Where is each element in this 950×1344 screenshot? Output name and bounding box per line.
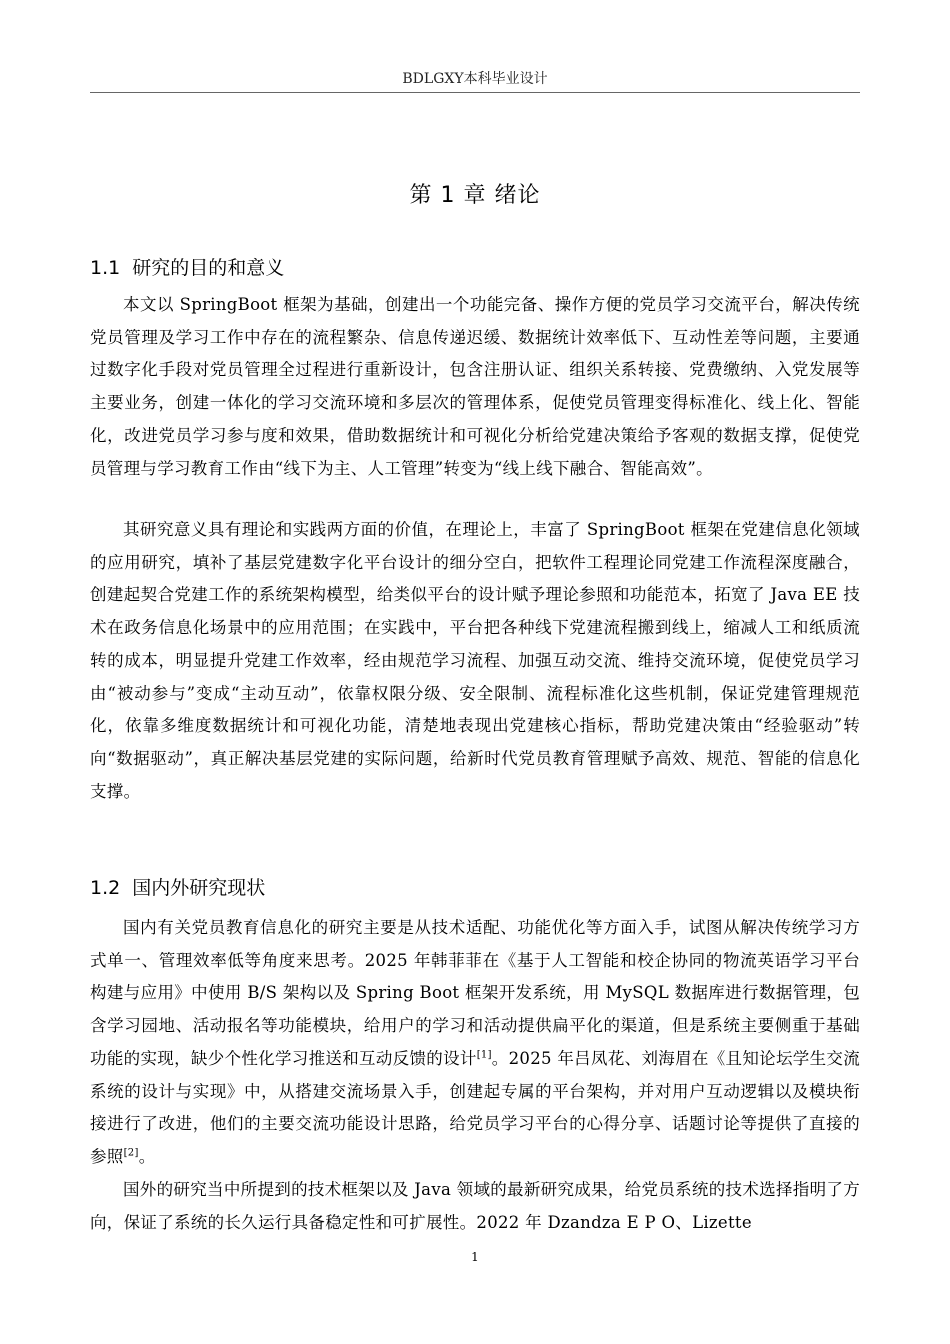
running-header: BDLGXY本科毕业设计 xyxy=(402,71,548,87)
section-heading-1-1 xyxy=(90,253,284,280)
paragraph-foreign-research: 国外的研究当中所提到的技术框架以及 Java 领域的最新研究成果，给党员系统的技术选择指明了方向，保证了系统的长久运行具备稳定性和可扩展性。2022 年 Dzandza E P O、Lizette xyxy=(90,1180,860,1232)
section-title: 国内外研究现状 xyxy=(132,877,266,899)
citation-link[interactable]: [1] xyxy=(476,1049,492,1061)
section-heading-1-2 xyxy=(90,873,265,900)
section-title: 研究的目的和意义 xyxy=(132,257,285,279)
paragraph-text: 国内有关党员教育信息化的研究主要是从技术适配、功能优化等方面入手，试图从解决传统学习方式单一、管理效率低等角度来思考。2025 年韩菲菲在《基于人工智能和校企协同的物流英语学习平台构建与应用》中使用 B/S 架构以及 Spring Boot 框架开发系统，用 MySQL 数据库进行数据管理，包含学习园地、活动报名等功能模块，给用户的学习和活动提供扁平化的渠道，但是系统主要侧重于基础功能的实现，缺少个性化学习推送和互动反馈的设计 xyxy=(90,918,860,1068)
chapter-title: 第 1 章 绪论 xyxy=(409,183,541,208)
paragraph-text: 。2025 年吕凤花、刘海眉在《且知论坛学生交流系统的设计与实现》中，从搭建交流场景入手，创建起专属的平台架构，并对用户互动逻辑以及模块衔接进行了改进，他们的主要交流功能设计思路，给党员学习平台的心得分享、话题讨论等提供了直接的参照 xyxy=(90,1048,861,1166)
citation-link[interactable]: [2] xyxy=(123,1147,139,1159)
page-number: 1 xyxy=(471,1250,479,1264)
paragraph-domestic-research xyxy=(90,912,860,1174)
header-rule xyxy=(90,92,860,93)
section-number: 1.2 xyxy=(90,877,121,899)
paragraph-significance: 其研究意义具有理论和实践两方面的价值，在理论上，丰富了 SpringBoot 框架在党建信息化领域的应用研究，填补了基层党建数字化平台设计的细分空白，把软件工程理论同党建工作流程深度融合，创建起契合党建工作的系统架构模型，给类似平台的设计赋予理论参照和功能范本，拓宽了 Java EE 技术在政务信息化场景中的应用范围；在实践中，平台把各种线下党建流程搬到线上，缩减人工和纸质流转的成本，明显提升党建工作效率，经由规范学习流程、加强互动交流、维持交流环境，促使党员学习由“被动参与”变成“主动互动”，依靠权限分级、安全限制、流程标准化这些机制，保证党建管理规范化，依靠多维度数据统计和可视化功能，清楚地表现出党建核心指标，帮助党建决策由“经验驱动”转向“数据驱动”，真正解决基层党建的实际问题，给新时代党员教育管理赋予高效、规范、智能的信息化支撑。 xyxy=(90,520,860,801)
section-number: 1.1 xyxy=(90,257,121,279)
paragraph-text: 。 xyxy=(138,1146,156,1166)
paragraph-purpose: 本文以 SpringBoot 框架为基础，创建出一个功能完备、操作方便的党员学习交流平台，解决传统党员管理及学习工作中存在的流程繁杂、信息传递迟缓、数据统计效率低下、互动性差等问题，主要通过数字化手段对党员管理全过程进行重新设计，包含注册认证、组织关系转接、党费缴纳、入党发展等主要业务，创建一体化的学习交流环境和多层次的管理体系，促使党员管理变得标准化、线上化、智能化，改进党员学习参与度和效果，借助数据统计和可视化分析给党建决策给予客观的数据支撑，促使党员管理与学习教育工作由“线下为主、人工管理”转变为“线上线下融合、智能高效”。 xyxy=(90,295,860,478)
